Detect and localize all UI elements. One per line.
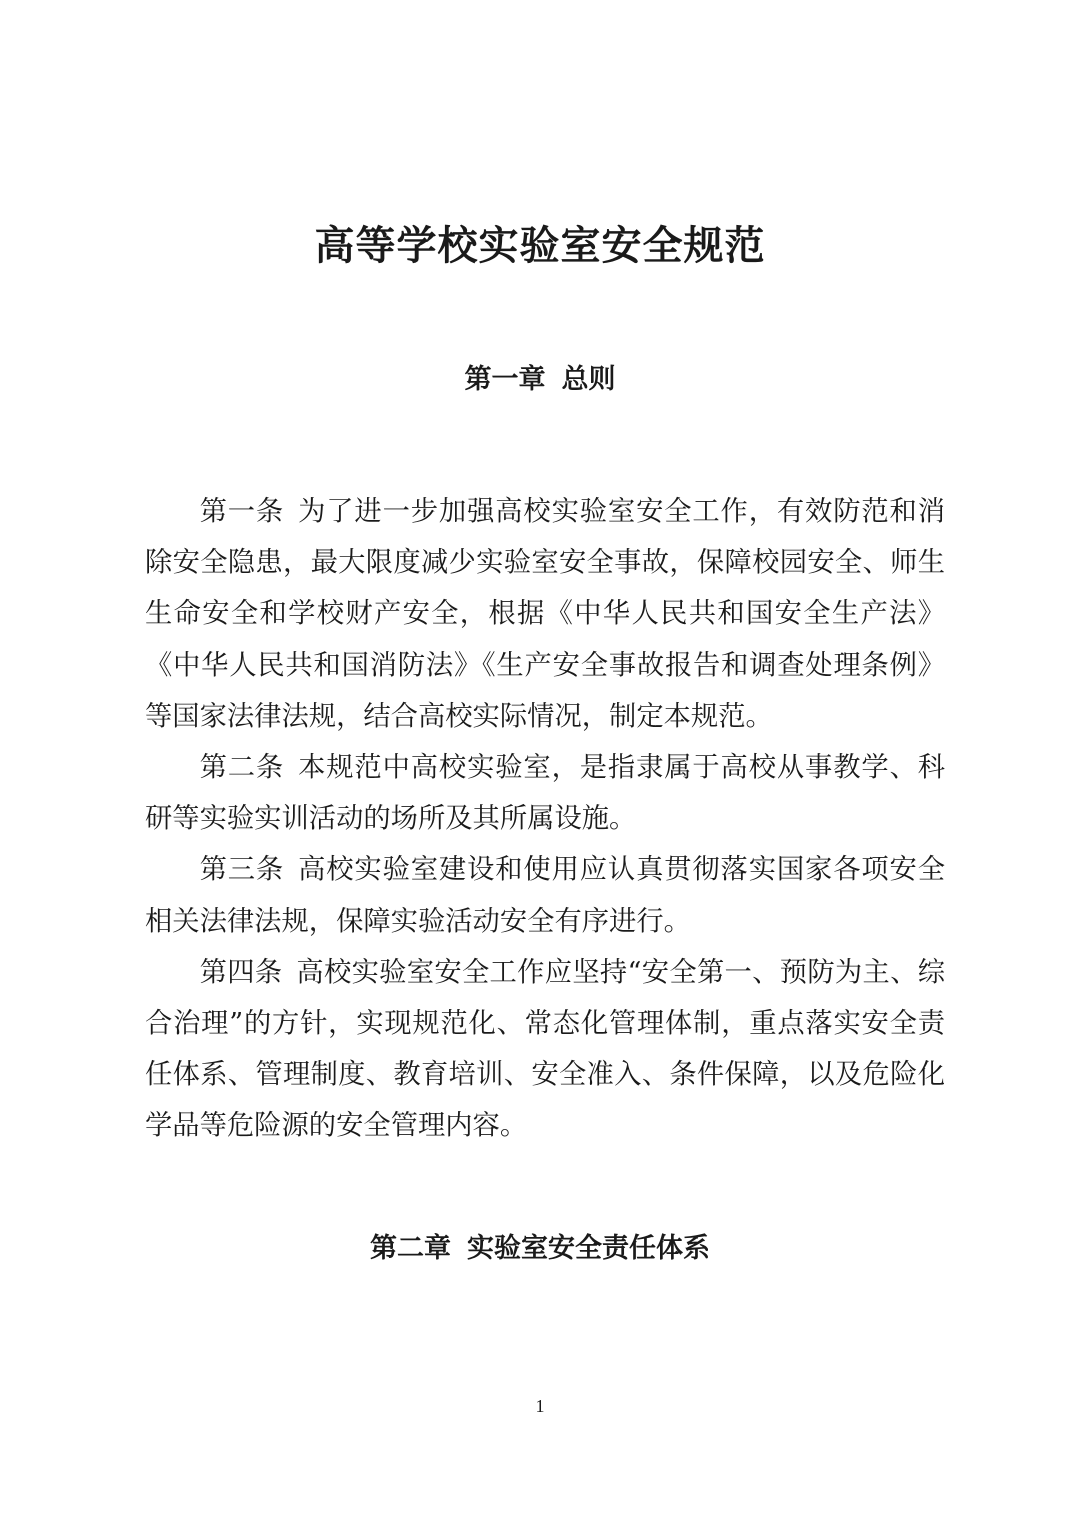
document-title: 高等学校实验室安全规范 — [314, 222, 766, 269]
chapter-1-body — [145, 486, 945, 1152]
chapter-heading-1 — [0, 360, 1080, 400]
article-text: 为了进一步加强高校实验室安全工作，有效防范和消除安全隐患，最大限度减少实验室安全事故，保障校园安全、师生生命安全和学校财产安全，根据《中华人民共和国安全生产法》《中华人民共和国消防法》《生产安全事故报告和调查处理条例》等国家法律法规，结合高校实际情况，制定本规范。 — [145, 496, 946, 732]
article-paragraph — [145, 947, 945, 1152]
chapter-number: 第一章 — [464, 364, 546, 395]
page-number: 1 — [535, 1396, 545, 1416]
article-text: 高校实验室建设和使用应认真贯彻落实国家各项安全相关法律法规，保障实验活动安全有序进行。 — [145, 854, 946, 937]
article-paragraph — [145, 486, 945, 742]
chapter-title: 总则 — [561, 364, 616, 395]
chapter-number: 第二章 — [370, 1233, 451, 1264]
article-number: 第四条 — [199, 956, 283, 988]
chapter-heading-2 — [0, 1229, 1080, 1269]
article-paragraph — [145, 742, 945, 844]
article-number: 第一条 — [199, 496, 285, 527]
article-text: 高校实验室安全工作应坚持“安全第一、预防为主、综合治理”的方针，实现规范化、常态化管理体制，重点落实安全责任体系、管理制度、教育培训、安全准入、条件保障，以及危险化学品等危险源的安全管理内容。 — [145, 956, 946, 1142]
article-number: 第三条 — [199, 854, 285, 886]
chapter-title: 实验室安全责任体系 — [467, 1233, 710, 1264]
article-paragraph — [145, 844, 945, 946]
article-text: 本规范中高校实验室，是指隶属于高校从事教学、科研等实验实训活动的场所及其所属设施。 — [145, 752, 946, 835]
article-number: 第二条 — [199, 752, 285, 784]
